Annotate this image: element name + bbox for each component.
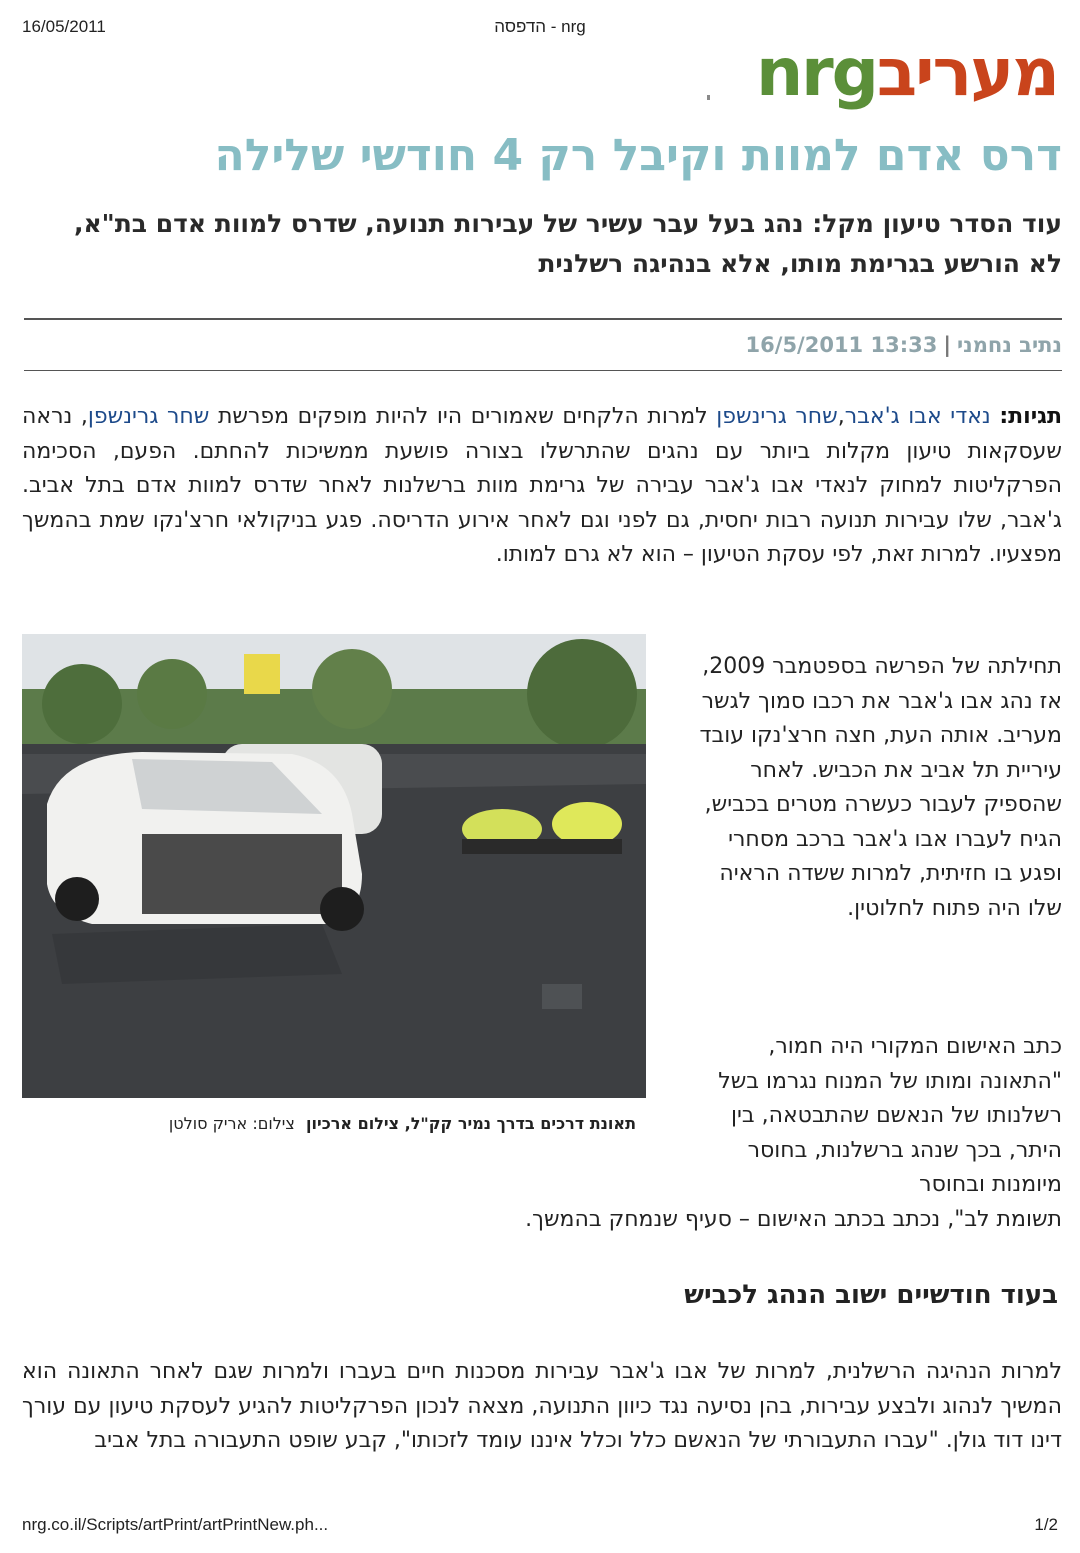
article-paragraph-3: כתב האישום המקורי היה חמור, "התאונה ומותו של המנוח נגרמו בשל רשלנותו של הנאשם שהתבטאה, בין היתר, בכך שנהג ברשלנות, בחוסר מיומנות ובחוסר bbox=[718, 1034, 1062, 1197]
divider-top bbox=[24, 318, 1062, 320]
article-paragraph-4 bbox=[22, 1355, 1062, 1459]
tag-link-1[interactable]: נאדי אבו ג'אבר bbox=[844, 404, 991, 429]
caption-text: תאונת דרכים בדרך נמיר קק"ל, צילום ארכיון bbox=[306, 1114, 636, 1133]
print-url: nrg.co.il/Scripts/artPrint/artPrintNew.ph... bbox=[22, 1515, 329, 1534]
photo-credit: צילום: אריק סולטן bbox=[168, 1114, 295, 1133]
article-subheadline: עוד הסדר טיעון מקל: נהג בעל עבר עשיר של עבירות תנועה, שדרס למוות אדם בת"א, לא הורשע בגרימת מותו, אלא בנהיגה רשלנית bbox=[73, 209, 1062, 278]
tag-link-2[interactable]: שחר גרינשפן bbox=[716, 404, 838, 429]
article-headline: דרס אדם למוות וקיבל רק 4 חודשי שלילה bbox=[214, 130, 1062, 181]
logo-maariv: מעריב bbox=[876, 34, 1058, 111]
print-title: הדפסה - nrg bbox=[494, 17, 586, 36]
page-number: 1/2 bbox=[1034, 1515, 1058, 1534]
logo-nrg: nrg bbox=[756, 34, 877, 111]
logo-dot bbox=[707, 95, 710, 100]
article-paragraph-1: תגיות: נאדי אבו ג'אבר,שחר גרינשפן למרות הלקחים שאמורים היו להיות מופקים מפרשת שחר גרינשפן, נראה שעסקאות טיעון מקלות ביותר עם נהגים שהתרשלו בצורה פושעת ממשיכות להחתם. הפעם, הסכימה הפרקליטות למחוק לנאדי אבו ג'אבר עבירה של גרימת מוות ברשלנות לאחר שדרס למוות אדם בתל אביב. ג'אבר, שלו עבירות תנועה רבות יחסית, גם לפני וגם לאחר אירוע הדריסה. פגע בניקולאי חרצ'נקו שמת בהמשך מפצעיו. למרות זאת, לפי עסקת הטיעון – הוא לא גרם למותו. bbox=[22, 404, 1063, 567]
byline bbox=[746, 333, 1062, 357]
tags-label: תגיות: bbox=[999, 404, 1063, 429]
p1-intro: למרות הלקחים שאמורים היו להיות מופקים מפרשת bbox=[217, 404, 708, 429]
p3-text: למרות הנהיגה הרשלנית, למרות של אבו ג'אבר עבירות מסכנות חיים בעברו ולמרות שגם לאחר התאונה הוא המשיך לנהוג ולבצע עבירות, בהן נסיעה נגד כיוון התנועה, מצאה לנכון הפרקליטות להגיע לעסקת טיעון עם עורך דינו דוד גולן. bbox=[22, 1359, 1062, 1453]
divider-bottom bbox=[24, 370, 1062, 371]
author: נתיב נחמני bbox=[957, 333, 1062, 357]
tag-link-inline[interactable]: שחר גרינשפן bbox=[87, 404, 210, 429]
p3-next: "עברו התעבורתי של הנאשם כלל וכלל איננו עומד לזכותו", קבע שופט התעבורה בתל אביב bbox=[94, 1428, 939, 1453]
print-date: 16/05/2011 bbox=[22, 17, 106, 36]
photo-caption bbox=[22, 1114, 636, 1133]
section-heading: בעוד חודשיים ישוב הנהג לכביש bbox=[684, 1280, 1058, 1310]
article-paragraph-3-tail: תשומת לב", נכתב בכתב האישום – סעיף שנמחק בהמשך. bbox=[525, 1207, 1062, 1232]
p1-rest: , נראה שעסקאות טיעון מקלות ביותר עם נהגים שהתרשלו בצורה פושעת ממשיכות להחתם. הפעם, הסכימה הפרקליטות למחוק לנאדי אבו ג'אבר עבירה של גרימת מוות ברשלנות לאחר שדרס למוות אדם בתל אביב. ג'אבר, שלו עבירות תנועה רבות יחסית, גם לפני וגם לאחר אירוע הדריסה. פגע בניקולאי חרצ'נקו שמת בהמשך מפצעיו. למרות זאת, לפי עסקת הטיעון – הוא לא גרם למותו. bbox=[22, 404, 1062, 567]
article-paragraph-2: תחילתה של הפרשה בספטמבר 2009, אז נהג אבו ג'אבר את רכבו סמוך לגשר מעריב. אותה העת, חצה חרצ'נקו עובד עיריית תל אביב את הכביש. לאחר שהספיק לעבור כעשרה מטרים בכביש, הגיח לעברו אבו ג'אבר ברכב מסחרי ופגע בו חזיתית, למרות ששדה הראיה שלו היה פתוח לחלוטין. bbox=[699, 654, 1062, 921]
byline-separator: | bbox=[943, 333, 951, 357]
publish-datetime: 16/5/2011 13:33 bbox=[745, 333, 938, 357]
accident-photo bbox=[22, 634, 646, 1098]
nrg-maariv-logo bbox=[756, 34, 1058, 111]
